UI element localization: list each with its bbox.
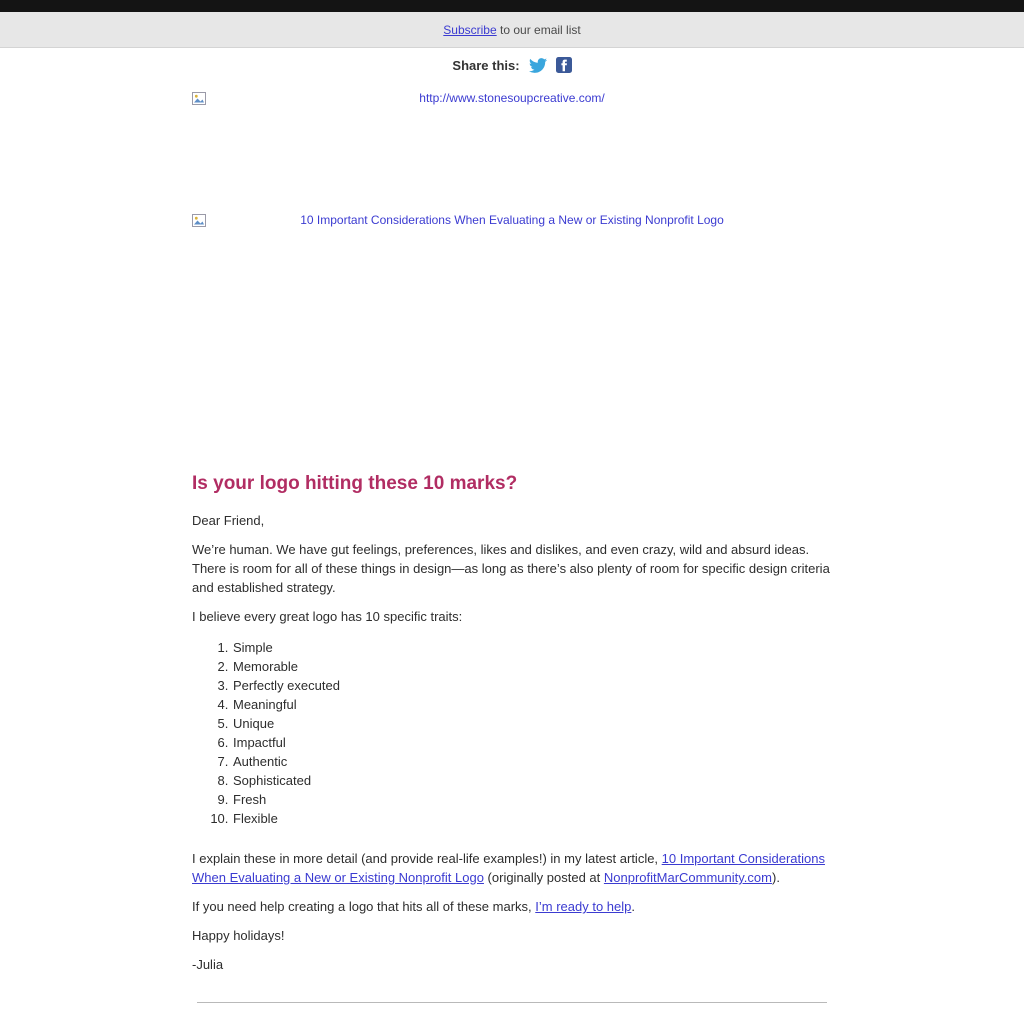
top-bar	[0, 0, 1024, 12]
traits-intro: I believe every great logo has 10 specific traits:	[192, 609, 463, 624]
trait-item: 3. Perfectly executed	[232, 676, 832, 695]
trait-item: 2. Memorable	[232, 657, 832, 676]
header-image-alt: http://www.stonesoupcreative.com/	[419, 91, 605, 105]
trait-item: 9. Fresh	[232, 790, 832, 809]
broken-image-icon	[192, 214, 206, 230]
subscribe-bar	[0, 12, 1024, 48]
greeting: Dear Friend,	[192, 513, 265, 528]
detail-paragraph	[192, 849, 832, 887]
help-text: .	[631, 899, 635, 914]
detail-text: (originally posted at	[483, 870, 604, 885]
trait-item: 8. Sophisticated	[232, 771, 832, 790]
trait-item: 1. Simple	[232, 638, 832, 657]
detail-text: I explain these in more detail (and provide real-life examples!) in my latest article,	[192, 851, 662, 866]
detail-text: ).	[771, 870, 780, 885]
trait-item: 5. Unique	[232, 714, 832, 733]
nonprofit-community-link[interactable]: NonprofitMarCommunity.com	[603, 870, 772, 885]
signature: -Julia	[192, 957, 224, 972]
trait-item: 4. Meaningful	[232, 695, 832, 714]
help-paragraph	[192, 897, 832, 916]
article-heading: Is your logo hitting these 10 marks?	[192, 473, 518, 494]
article-link[interactable]: 10 Important Considerations When Evaluating a New or Existing Nonprofit Logo	[192, 851, 825, 885]
share-row	[192, 55, 832, 75]
trait-item: 10. Flexible	[232, 809, 832, 828]
trait-item: 7. Authentic	[232, 752, 832, 771]
help-text: If you need help creating a logo that hits all of these marks,	[192, 899, 536, 914]
closing: Happy holidays!	[192, 928, 285, 943]
traits-list	[192, 638, 832, 828]
broken-image-icon	[192, 92, 206, 108]
twitter-icon[interactable]	[529, 58, 547, 73]
subscribe-link[interactable]: Subscribe	[443, 23, 497, 37]
share-label: Share this:	[452, 57, 520, 73]
footer-divider	[197, 1002, 827, 1003]
intro-paragraph: We’re human. We have gut feelings, preferences, likes and dislikes, and even crazy, wild and absurd ideas. There is room for all of these things in design—as long as there’s also plenty of room for specific design criteria and established strategy.	[192, 542, 830, 595]
article-image-link[interactable]	[192, 213, 832, 455]
subscribe-bar-text: to our email list	[496, 23, 581, 37]
facebook-icon[interactable]	[556, 57, 572, 73]
email-content	[192, 55, 832, 1003]
trait-item: 6. Impactful	[232, 733, 832, 752]
article-image-alt: 10 Important Considerations When Evaluating a New or Existing Nonprofit Logo	[300, 213, 724, 227]
ready-to-help-link[interactable]: I’m ready to help	[535, 899, 632, 914]
header-image-link[interactable]	[192, 91, 832, 213]
